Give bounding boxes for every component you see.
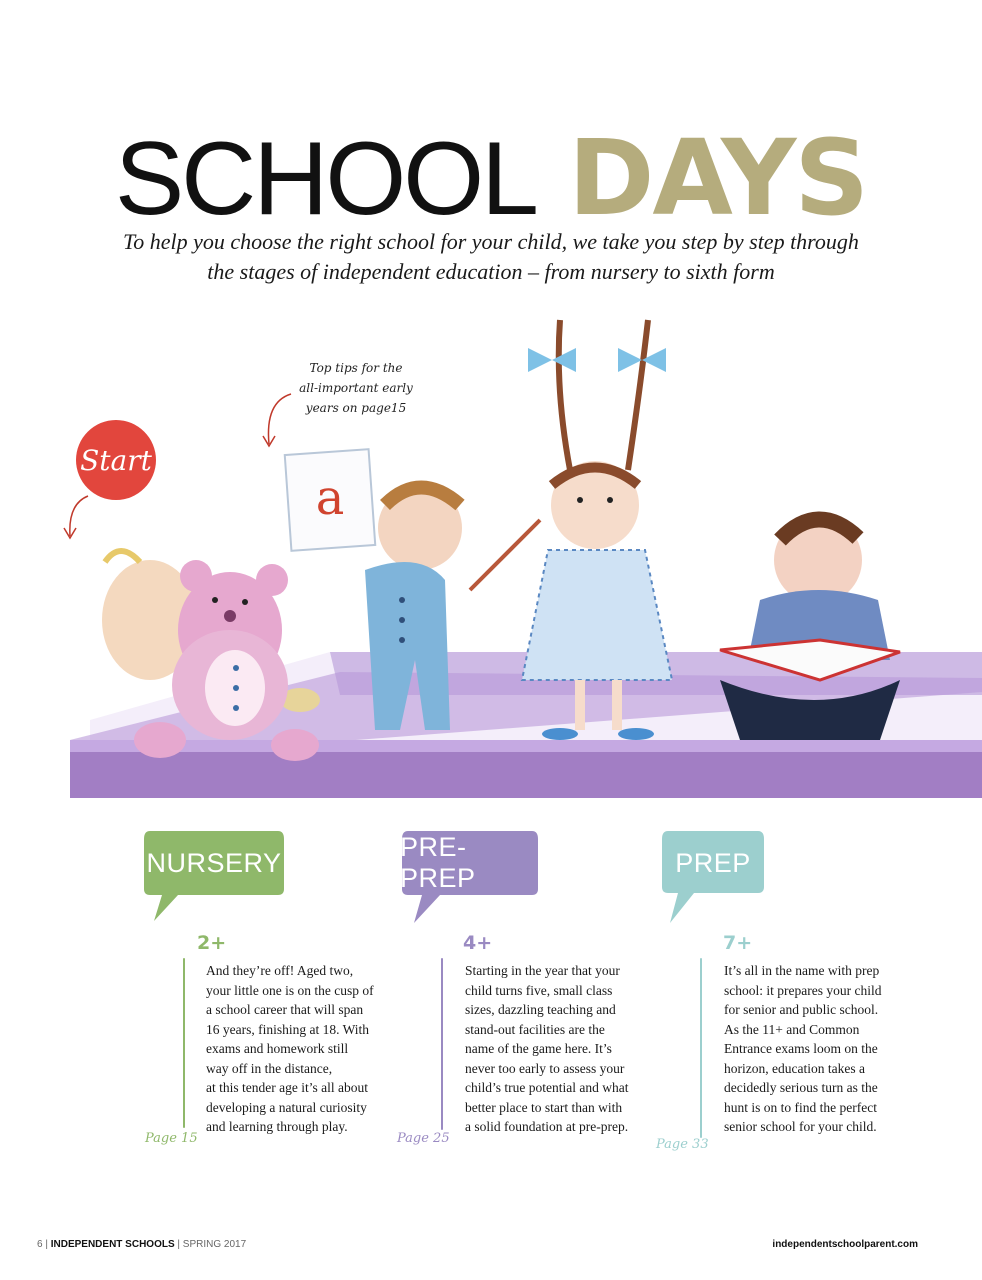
page-reference-link[interactable]: Page 33 [656, 1137, 709, 1152]
subtitle-line: To help you choose the right school for your child, we take you step by step through [123, 229, 859, 254]
text-line: hunt is on to find the perfect [724, 1099, 877, 1115]
text-line: at this tender age it’s all about [206, 1080, 368, 1095]
text-line: horizon, education takes a [724, 1060, 865, 1076]
page-reference-link[interactable]: Page 15 [145, 1131, 198, 1146]
column-divider [183, 958, 185, 1128]
age-label: 4+ [463, 932, 493, 954]
bubble-label: PRE-PREP [400, 832, 476, 893]
children-illustration [0, 300, 982, 820]
title-light-word: SCHOOL [114, 121, 537, 237]
start-badge [76, 420, 156, 500]
preprep-speech-bubble [400, 829, 540, 897]
text-line: senior school for your child. [724, 1119, 877, 1134]
text-line: for senior and public school. [724, 1002, 879, 1017]
text-line: name of the game here. It’s [465, 1041, 612, 1056]
preprep-description [465, 961, 628, 1137]
bubble-label: NURSERY [146, 847, 282, 878]
page-footer: 6 | INDEPENDENT SCHOOLS | SPRING 2017 [37, 1239, 247, 1250]
boy-reading-book [720, 516, 900, 740]
text-line: never too early to assess your [465, 1060, 625, 1076]
publication-name: INDEPENDENT SCHOOLS [50, 1239, 175, 1250]
title-bold-word: DAYS [568, 117, 868, 239]
text-line: sizes, dazzling teaching and [465, 1002, 616, 1017]
text-line: child turns five, small class [465, 982, 613, 998]
prep-description [724, 961, 881, 1137]
text-line: decidedly serious turn as the [724, 1080, 878, 1095]
text-line: your little one is on the cusp of [206, 982, 374, 998]
text-line: Starting in the year that your [465, 963, 620, 978]
tip-line: Top tips for the [309, 361, 403, 375]
card-letter: a [315, 470, 345, 526]
text-line: stand-out facilities are the [465, 1021, 605, 1037]
text-line: developing a natural curiosity [206, 1099, 367, 1115]
text-line: It’s all in the name with prep [724, 963, 880, 978]
start-label: Start [80, 443, 152, 477]
page-number: 6 [37, 1239, 43, 1250]
text-line: As the 11+ and Common [724, 1021, 860, 1037]
text-line: Entrance exams loom on the [724, 1041, 878, 1056]
nursery-description [206, 961, 374, 1137]
text-line: exams and homework still [206, 1041, 349, 1056]
text-line: and learning through play. [206, 1119, 348, 1134]
page-title [0, 118, 982, 239]
text-line: a school career that will span [206, 1002, 364, 1017]
age-label: 2+ [197, 932, 227, 954]
top-tips-note [296, 358, 416, 418]
text-line: better place to start than with [465, 1099, 623, 1115]
curved-arrow-icon [255, 388, 295, 452]
column-divider [441, 958, 443, 1130]
text-line: And they’re off! Aged two, [206, 963, 354, 978]
issue-label: SPRING 2017 [182, 1239, 247, 1250]
nursery-speech-bubble [142, 829, 286, 897]
text-line: way off in the distance, [206, 1060, 333, 1076]
curved-arrow-icon [58, 492, 98, 544]
tip-line: all-important early [299, 381, 413, 395]
text-line: child’s true potential and what [465, 1080, 629, 1095]
age-label: 7+ [723, 932, 753, 954]
subtitle [60, 227, 922, 287]
website-url[interactable]: independentschoolparent.com [772, 1239, 918, 1250]
text-line: school: it prepares your child [724, 982, 882, 998]
text-line: 16 years, finishing at 18. With [206, 1021, 370, 1037]
page-reference-link[interactable]: Page 25 [397, 1131, 450, 1146]
subtitle-line: the stages of independent education – from nursery to sixth form [207, 259, 775, 284]
text-line: a solid foundation at pre-prep. [465, 1119, 629, 1134]
column-divider [700, 958, 702, 1138]
tip-line: years on page15 [305, 401, 407, 415]
bubble-label: PREP [675, 847, 751, 878]
prep-speech-bubble [660, 829, 766, 897]
